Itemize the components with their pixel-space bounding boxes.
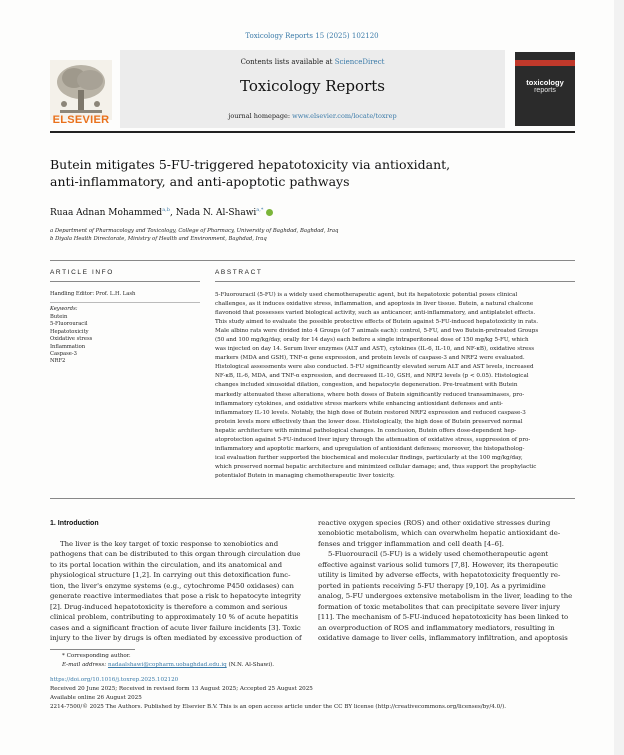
publisher-name: ELSEVIER xyxy=(52,114,110,126)
corresponding-author-note: * Corresponding author. xyxy=(62,653,131,659)
intro-line: effective against various solid tumors [7,8]. However, its therapeutic xyxy=(318,560,559,569)
doi-footer xyxy=(50,677,178,683)
doi-link[interactable]: https://doi.org/10.1016/j.toxrep.2025.102120 xyxy=(50,677,179,683)
intro-line: generate reactive intermediates that pose a risk to hepatocyte integrity xyxy=(50,592,301,601)
author-affiliation-marker[interactable]: a,* xyxy=(256,207,264,213)
intro-line: 5-Fluorouracil (5-FU) is a widely used chemotherapeutic agent xyxy=(328,550,549,559)
journal-header xyxy=(50,50,575,128)
abstract-line: was injected on day 14. Serum liver enzymes (ALT and AST), cytokines (IL-6, IL-10, and NF-κB), oxidative stress xyxy=(215,346,535,353)
intro-line: reactive oxygen species (ROS) and other oxidative stresses during xyxy=(318,519,551,527)
intro-line: formation of toxic metabolites that can precipitate severe liver injury xyxy=(318,602,561,611)
intro-line: The liver is the key target of toxic response to xenobiotics and xyxy=(60,540,279,548)
header-divider xyxy=(50,131,575,133)
intro-line: physiological structure [1,2]. In carrying out this detoxification func- xyxy=(50,571,291,580)
abstract-line: 5-Fluorouracil (5-FU) is a widely used chemotherapeutic agent, but its hepatotoxic potential poses clinical xyxy=(215,292,518,298)
intro-line: to its portal location within the circulation, and its anatomical and xyxy=(50,560,282,569)
abstract-line: (50 and 100 mg/kg/day, orally for 14 days) each before a single intraperitoneal dose of 150 mg/kg 5-FU, which xyxy=(215,337,529,344)
intro-line: xenobiotic metabolism, which can overwhelm hepatic antioxidant de- xyxy=(318,529,561,538)
intro-line: tion, the liver's enzyme systems (e.g., cytochrome P450 oxidases) can xyxy=(50,581,294,590)
abstract-line: inflammatory IL-10 levels. Notably, the high dose of Butein restored NRF2 expression and reduced caspase-3 xyxy=(215,409,526,416)
abstract-line: inflammatory cytokines, and oxidative stress markers while enhancing antioxidant defenses and anti- xyxy=(215,400,503,407)
affiliation-a: a Department of Pharmacology and Toxicology, College of Pharmacy, University of Baghdad, Baghdad, Iraq xyxy=(50,228,339,234)
article-title-line: anti-inflammatory, and anti-apoptotic pathways xyxy=(50,174,350,189)
abstract-line: markers (MDA and GSH), TNF-α gene expression, and protein levels of caspase-3 and NRF2 were evaluated. xyxy=(215,355,525,362)
abstract-line: protein levels more effectively than the lower dose. Histologically, the high dose of Butein preserved normal xyxy=(215,418,523,425)
article-title-line: Butein mitigates 5-FU-triggered hepatotoxicity via antioxidant, xyxy=(50,157,451,172)
keyword: Caspase-3 xyxy=(50,351,77,358)
intro-line: analog, 5-FU undergoes extensive metabolism in the liver, leading to the xyxy=(318,592,573,601)
intro-line: [2]. Drug-induced hepatotoxicity is therefore a common and serious xyxy=(50,602,288,611)
email-prefix: E-mail address: xyxy=(62,662,108,668)
introduction-heading: 1. Introduction xyxy=(50,520,99,527)
author-affiliation-marker[interactable]: a,b xyxy=(162,207,170,213)
journal-cover-thumbnail xyxy=(515,52,575,126)
keyword: Hepatotoxicity xyxy=(50,328,89,335)
orcid-icon[interactable] xyxy=(266,209,273,216)
journal-title: Toxicology Reports xyxy=(240,77,385,95)
keyword: NRF2 xyxy=(50,358,66,365)
abstract-line: This study aimed to evaluate the possible protective effects of Butein against 5-FU-induced hepatotoxicity in rats. xyxy=(215,319,539,326)
abstract-line: changes included sinusoidal dilation, congestion, and hepatocyte degeneration. Pre-treatment with Butein xyxy=(215,382,518,389)
abstract-line: Male albino rats were divided into 4 Groups (of 7 animals each): control, 5-FU, and two Butein-pretreated Groups xyxy=(215,328,539,335)
article-title xyxy=(50,156,550,190)
article-info-heading: ARTICLE INFO xyxy=(50,269,114,276)
email-suffix: (N.N. Al-Shawi). xyxy=(226,662,275,668)
sciencedirect-link[interactable]: ScienceDirect xyxy=(334,58,385,66)
keyword: Oxidative stress xyxy=(50,336,93,343)
intro-line: cases and a significant fraction of acute liver failure incidents [3]. Toxic xyxy=(50,623,301,632)
author-name[interactable]: Ruaa Adnan Mohammed xyxy=(50,208,163,218)
intro-left-column xyxy=(50,539,305,644)
keywords-label: Keywords: xyxy=(50,306,78,312)
available-online: Available online 26 August 2025 xyxy=(50,695,142,701)
abstract-line: Histological assessments were also conducted. 5-FU significantly elevated serum ALT and AST levels, increased xyxy=(215,364,534,371)
intro-line: an overproduction of ROS and inflammatory mediators, resulting in xyxy=(318,623,555,632)
keyword: Butein xyxy=(50,314,68,320)
abstract-line: ical evaluation further supported the biochemical and molecular findings, particularly at the 100 mg/kg/day, xyxy=(215,454,523,461)
email-footnote xyxy=(62,662,274,668)
journal-reference-link[interactable]: Toxicology Reports 15 (2025) 102120 xyxy=(245,32,379,40)
intro-line: fenses and trigger inflammation and cell death [4–6]. xyxy=(318,539,504,548)
abstract-end-rule xyxy=(50,498,575,499)
keywords-rule xyxy=(50,302,200,303)
journal-banner xyxy=(120,50,505,128)
abstract-body xyxy=(215,291,575,481)
received-dates: Received 20 June 2025; Received in revised form 13 August 2025; Accepted 25 August 2025 xyxy=(50,686,313,692)
handling-editor: Handling Editor: Prof. L.H. Lash xyxy=(50,291,136,297)
author-list xyxy=(50,207,273,218)
abstract-line: NF-κB, IL-6, MDA, and TNF-α expression, and decreased IL-10, GSH, and NRF2 levels (p < 0.05). Histological xyxy=(215,373,529,380)
viewer-edge xyxy=(614,0,624,755)
journal-homepage-line xyxy=(120,112,505,120)
intro-line: utility is limited by adverse effects, with hepatotoxicity frequently re- xyxy=(318,571,561,580)
contents-available-line xyxy=(120,58,505,66)
keyword: Inflammation xyxy=(50,343,86,350)
intro-line: ported in patients receiving 5-FU therapy [9,10]. As a pyrimidine xyxy=(318,581,546,590)
homepage-prefix: journal homepage: xyxy=(228,112,293,120)
abstract-rule xyxy=(215,281,575,282)
keyword: 5-Fluorouracil xyxy=(50,321,88,328)
cover-subtitle: reports xyxy=(534,87,556,94)
cover-title: toxicology xyxy=(526,78,564,87)
abstract-line: hepatic architecture with minimal pathological changes. In conclusion, Butein offers dose-dependent hep- xyxy=(215,427,517,434)
affiliation-divider xyxy=(50,260,575,261)
intro-line: injury to the liver by drugs is often mediated by excessive production of xyxy=(50,634,302,643)
intro-line: oxidative damage to liver cells, inflammatory infiltration, and apoptosis xyxy=(318,633,568,642)
intro-line: [11]. The mechanism of 5-FU-induced hepatotoxicity has been linked to xyxy=(318,613,569,622)
abstract-line: inflammatory and apoptotic markers, and upregulation of antioxidant defenses; moreover, the histopatholog- xyxy=(215,445,525,452)
email-link[interactable]: nadaalshawi@copharm.uobaghdad.edu.iq xyxy=(107,662,227,668)
intro-line: pathogens that can be distributed to this organ through circulation due xyxy=(50,550,301,559)
author-separator: , xyxy=(169,208,176,218)
abstract-line: atoprotection against 5-FU-induced liver injury through the attenuation of oxidative stress, suppression of pro- xyxy=(215,436,531,443)
abstract-line: challenges, as it induces oxidative stress, inflammation, and apoptosis in liver tissue. Butein, a natural chalcone xyxy=(215,301,534,308)
abstract-line: markedly attenuated these alterations, where both doses of Butein significantly reduced transaminases, pro- xyxy=(215,391,525,398)
abstract-line: potentialof Butein in managing chemotherapeutic liver toxicity. xyxy=(215,472,395,479)
article-info-rule xyxy=(50,281,200,282)
author-name[interactable]: Nada N. Al-Shawi xyxy=(175,208,257,218)
intro-right-column xyxy=(318,518,575,643)
footnote-rule xyxy=(50,649,135,650)
abstract-line: which preserved normal hepatic architecture and minimized cellular damage; and, thus support the prophylactic xyxy=(215,463,537,470)
intro-line: clinical problem, contributing to approximately 10 % of acute hepatitis xyxy=(50,613,299,622)
affiliation-b: b Diyala Health Directorate, Ministry of Health and Environment, Baghdad, Iraq xyxy=(50,236,267,242)
license-note: 2214-7500/© 2025 The Authors. Published by Elsevier B.V. This is an open access article under the CC BY license (http://creativecommons.org/licenses/by/4.0/). xyxy=(50,704,507,710)
cover-accent-bar xyxy=(515,60,575,66)
journal-homepage-link[interactable]: www.elsevier.com/locate/toxrep xyxy=(292,112,397,120)
abstract-line: flavonoid that possesses varied biological activity, such as anticancer, anti-inflammatory, and antiplatelet effects. xyxy=(215,310,536,317)
contents-prefix: Contents lists available at xyxy=(240,58,335,66)
keyword-list xyxy=(50,314,92,366)
abstract-heading: ABSTRACT xyxy=(215,269,263,276)
